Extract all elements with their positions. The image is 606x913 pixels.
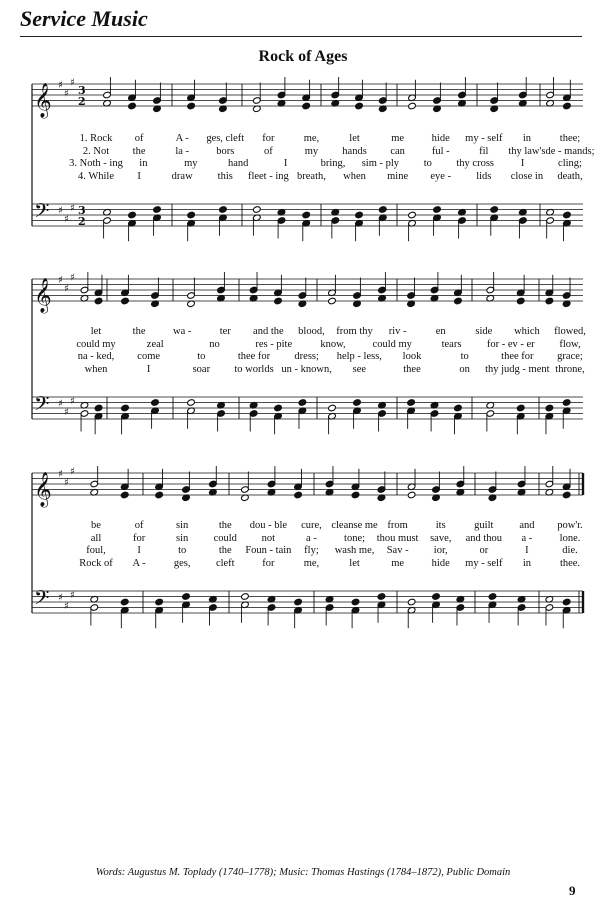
lyric-syllable: Sav - [386,545,409,556]
time-signature-bottom: 2 [78,215,86,228]
lyric-syllable: cleft [215,557,235,569]
treble-clef-icon: 𝄞 [34,472,52,507]
lyric-syllable: soar [192,363,211,375]
lyric-syllable: in [139,158,148,169]
bass-note [490,206,499,214]
bass-note [128,211,137,219]
lyric-syllable: thy law's [508,145,546,157]
bass-clef-icon: 𝄢 [34,392,50,420]
lyric-syllable: tone; [344,532,366,544]
lyric-syllable: foul, [86,545,106,556]
sharp-icon: ♯ [70,589,75,601]
lyric-syllable: to worlds [234,363,274,375]
lyric-syllable: sin [176,532,189,544]
lyric-syllable: to [423,158,432,169]
lyric-syllable: die. [562,545,578,556]
lyric-syllable: lids [476,170,492,182]
lyric-syllable: come [137,351,161,362]
bass-note [378,206,387,214]
lyric-syllable: fleet - ing [247,170,289,182]
lyric-syllable: of [134,520,144,531]
time-signature-top: 3 [78,84,86,97]
treble-note [516,297,525,305]
lyric-syllable: for - ev - er [486,338,535,350]
lyric-syllable: 4. While [78,170,114,182]
lyric-syllable: or [479,545,489,556]
lyric-syllable: riv - [388,326,407,337]
sharp-icon: ♯ [70,395,75,407]
lyric-syllable: fly; [304,545,319,556]
bass-note [562,399,571,407]
sharp-icon: ♯ [58,469,63,480]
lyric-syllable: cling; [558,158,582,169]
lyric-syllable: hands [342,145,367,157]
treble-note [128,102,137,110]
lyric-syllable: bring, [320,158,346,169]
sharp-icon: ♯ [58,80,63,91]
lyric-syllable: to [197,351,206,362]
lyric-syllable: my - self [465,557,503,569]
lyric-syllable: fil [479,145,489,157]
bass-note [488,593,497,601]
bass-clef-icon: 𝄢 [34,199,50,227]
treble-note [545,297,554,305]
sharp-icon: ♯ [64,283,69,295]
lyric-syllable: sim - ply [361,158,400,169]
lyric-syllable: side [475,326,493,337]
lyric-line [0,364,606,378]
lyric-syllable: I [283,158,288,169]
lyric-syllable: can [390,145,405,157]
bass-note [120,598,129,606]
lyric-syllable: thee for [501,351,534,362]
bass-clef-icon: 𝄢 [34,586,50,614]
bass-note [328,404,337,412]
sharp-icon: ♯ [70,272,75,284]
lyric-syllable: from thy [336,326,373,337]
sharp-icon: ♯ [58,592,63,604]
lyric-syllable: thee. [559,557,581,569]
lyric-syllable: could [213,532,237,544]
bass-note [298,399,307,407]
treble-clef-icon: 𝄞 [34,83,52,118]
lyric-syllable: en [435,326,446,337]
lyric-syllable: when [343,170,366,182]
bass-note [433,206,442,214]
sharp-icon: ♯ [64,88,69,100]
lyric-syllable: de - mands; [545,145,595,157]
lyric-syllable: thee [403,363,421,375]
lyric-syllable: of [263,145,273,157]
lyric-syllable: me, [303,133,320,144]
hymn-title: Rock of Ages [258,48,348,65]
lyric-syllable: me [391,133,405,144]
bass-note [121,404,130,412]
lyric-syllable: 2. Not [82,145,110,157]
lyric-syllable: hide [431,133,450,144]
lyric-syllable: its [435,520,446,531]
lyric-syllable: me, [303,557,320,569]
treble-note [351,491,360,499]
lyric-syllable: thee for [237,351,271,362]
bass-note [241,593,250,601]
bass-note [377,593,386,601]
lyric-syllable: dress; [294,351,319,362]
lyric-syllable: blood, [298,326,325,337]
treble-note [121,297,130,305]
lyric-syllable: a - [521,532,533,544]
sharp-icon: ♯ [58,398,63,410]
lyric-syllable: let [349,133,360,144]
lyric-syllable: hide [431,557,450,569]
lyric-syllable: cure, [301,520,322,531]
lyric-syllable: ior, [433,545,448,556]
treble-clef-icon: 𝄞 [34,278,52,313]
bass-note [219,206,228,214]
bass-note [545,404,554,412]
bass-note [407,399,416,407]
treble-note [155,491,164,499]
lyric-syllable: the [218,545,232,556]
time-signature-bottom: 2 [78,95,86,108]
lyric-syllable: my [304,145,319,157]
treble-note [355,102,364,110]
bass-note [182,593,191,601]
lyric-syllable: to [460,351,469,362]
lyric-syllable: guilt [474,520,494,531]
lyric-syllable: A - [175,133,189,144]
lyric-syllable: know, [320,338,346,350]
lyric-syllable: pow'r. [557,520,583,531]
sharp-icon: ♯ [58,205,63,217]
lyric-syllable: my [184,158,198,169]
lyric-syllable: I [146,363,151,375]
sharp-icon: ♯ [64,213,69,225]
bass-note [353,399,362,407]
lyric-syllable: me [391,557,405,569]
lyric-syllable: eye - [430,170,452,182]
lyric-syllable: be [91,520,101,531]
lyric-syllable: no [209,338,220,350]
lyric-syllable: the [132,145,146,157]
bass-note [187,399,196,407]
bass-note [516,404,525,412]
lyric-syllable: which [514,326,540,337]
lyric-syllable: hand [227,158,249,169]
treble-note [94,297,103,305]
lyric-syllable: ful - [431,145,450,157]
bass-note [155,598,164,606]
lyric-syllable: and thou [465,532,503,544]
lyric-syllable: my - self [465,133,503,144]
lyric-syllable: for [262,133,275,144]
lyric-syllable: in [522,133,531,144]
lyric-syllable: a - [306,532,317,544]
bass-note [351,598,360,606]
lyric-syllable: in [522,557,531,569]
lyric-syllable: the [132,326,146,337]
treble-note [563,102,572,110]
lyric-syllable: and the [253,326,284,337]
page-number: 9 [569,883,576,898]
lyric-syllable: res - pite [255,338,293,350]
treble-note [302,102,311,110]
bass-note [253,206,262,214]
lyric-line [0,558,606,572]
treble-note [408,102,417,110]
lyric-syllable: look [402,351,422,362]
lyric-syllable: na - ked, [77,351,115,362]
lyric-syllable: thou must [376,532,419,544]
bass-note [432,593,441,601]
lyric-syllable: zeal [146,338,164,350]
lyric-syllable: for [132,532,146,544]
sharp-icon: ♯ [70,77,75,89]
lyric-syllable: dou - ble [249,520,288,531]
lyric-syllable: breath, [297,170,326,182]
sharp-icon: ♯ [64,600,69,612]
lyric-syllable: I [137,545,141,556]
lyric-syllable: A - [132,557,146,569]
bass-note [407,598,416,606]
lyric-syllable: flow, [559,338,581,350]
lyric-syllable: I [525,545,529,556]
lyric-syllable: ter [219,326,231,337]
bass-note [355,211,364,219]
lyric-syllable: un - known, [281,363,332,375]
lyric-syllable: la - [175,145,190,157]
lyric-syllable: sin [176,520,189,531]
lyric-syllable: this [217,170,233,182]
bass-note [274,404,283,412]
lyric-syllable: ges, cleft [206,133,245,144]
lyric-syllable: thy cross [456,158,494,169]
lyric-syllable: flowed, [554,326,586,337]
lyric-syllable: tears [441,338,462,350]
treble-note [454,297,463,305]
lyric-syllable: death, [557,170,583,182]
bass-note [562,598,571,606]
bass-note [454,404,463,412]
time-signature-top: 3 [78,204,86,217]
bass-note [94,404,103,412]
lyric-syllable: Rock of [79,557,113,569]
lyric-syllable: wash me, [334,545,375,556]
credits-footer: Words: Augustus M. Toplady (1740–1778); Music: Thomas Hastings (1784–1872), Public Domain [95,867,511,878]
lyric-syllable: let [90,326,102,337]
bass-note [302,211,311,219]
bass-note [151,399,160,407]
lyric-syllable: grace; [557,351,583,362]
lyric-syllable: bors [216,145,235,157]
treble-note [120,491,129,499]
bass-note [187,211,196,219]
sharp-icon: ♯ [70,202,75,214]
lyric-syllable: all [90,532,102,544]
lyric-syllable: save, [430,532,452,544]
lyric-syllable: could my [76,338,116,350]
lyric-syllable: throne, [555,363,585,375]
sharp-icon: ♯ [58,275,63,286]
lyric-syllable: lone. [559,532,581,544]
treble-note [562,491,571,499]
lyric-syllable: I [137,170,141,182]
lyric-syllable: from [387,520,408,531]
lyric-syllable: mine [387,170,409,182]
treble-note [407,491,416,499]
lyric-syllable: on [459,363,470,375]
treble-note [187,102,196,110]
lyric-syllable: for [262,557,275,569]
lyric-syllable: thee; [559,133,581,144]
lyric-syllable: thy judg - ment [485,363,550,375]
bass-note [153,206,162,214]
lyric-syllable: help - less, [336,351,382,362]
lyric-syllable: 3. Noth - ing [69,158,123,169]
lyric-syllable: when [84,363,108,375]
sharp-icon: ♯ [64,406,69,418]
lyric-syllable: I [520,158,525,169]
lyric-syllable: wa - [172,326,192,337]
lyric-syllable: see [352,363,367,375]
sharp-icon: ♯ [70,466,75,478]
lyric-syllable: and [519,520,535,531]
bass-note [294,598,303,606]
lyric-syllable: of [134,133,144,144]
treble-note [328,297,337,305]
treble-note [294,491,303,499]
sharp-icon: ♯ [64,477,69,489]
lyric-syllable: draw [171,170,193,182]
lyric-syllable: Foun - tain [245,545,292,556]
lyric-syllable: let [349,557,360,569]
section-title: Service Music [20,6,148,31]
bass-note [563,211,572,219]
bass-note [408,211,417,219]
lyric-syllable: to [178,545,187,556]
treble-note [274,297,283,305]
lyric-syllable: close in [510,170,544,182]
lyric-syllable: the [218,520,232,531]
lyric-syllable: cleanse me [331,520,378,531]
lyric-syllable: could my [372,338,412,350]
lyric-syllable: ges, [173,557,191,569]
lyric-syllable: 1. Rock [79,133,113,144]
lyric-line [0,171,606,185]
lyric-syllable: not [261,532,276,544]
